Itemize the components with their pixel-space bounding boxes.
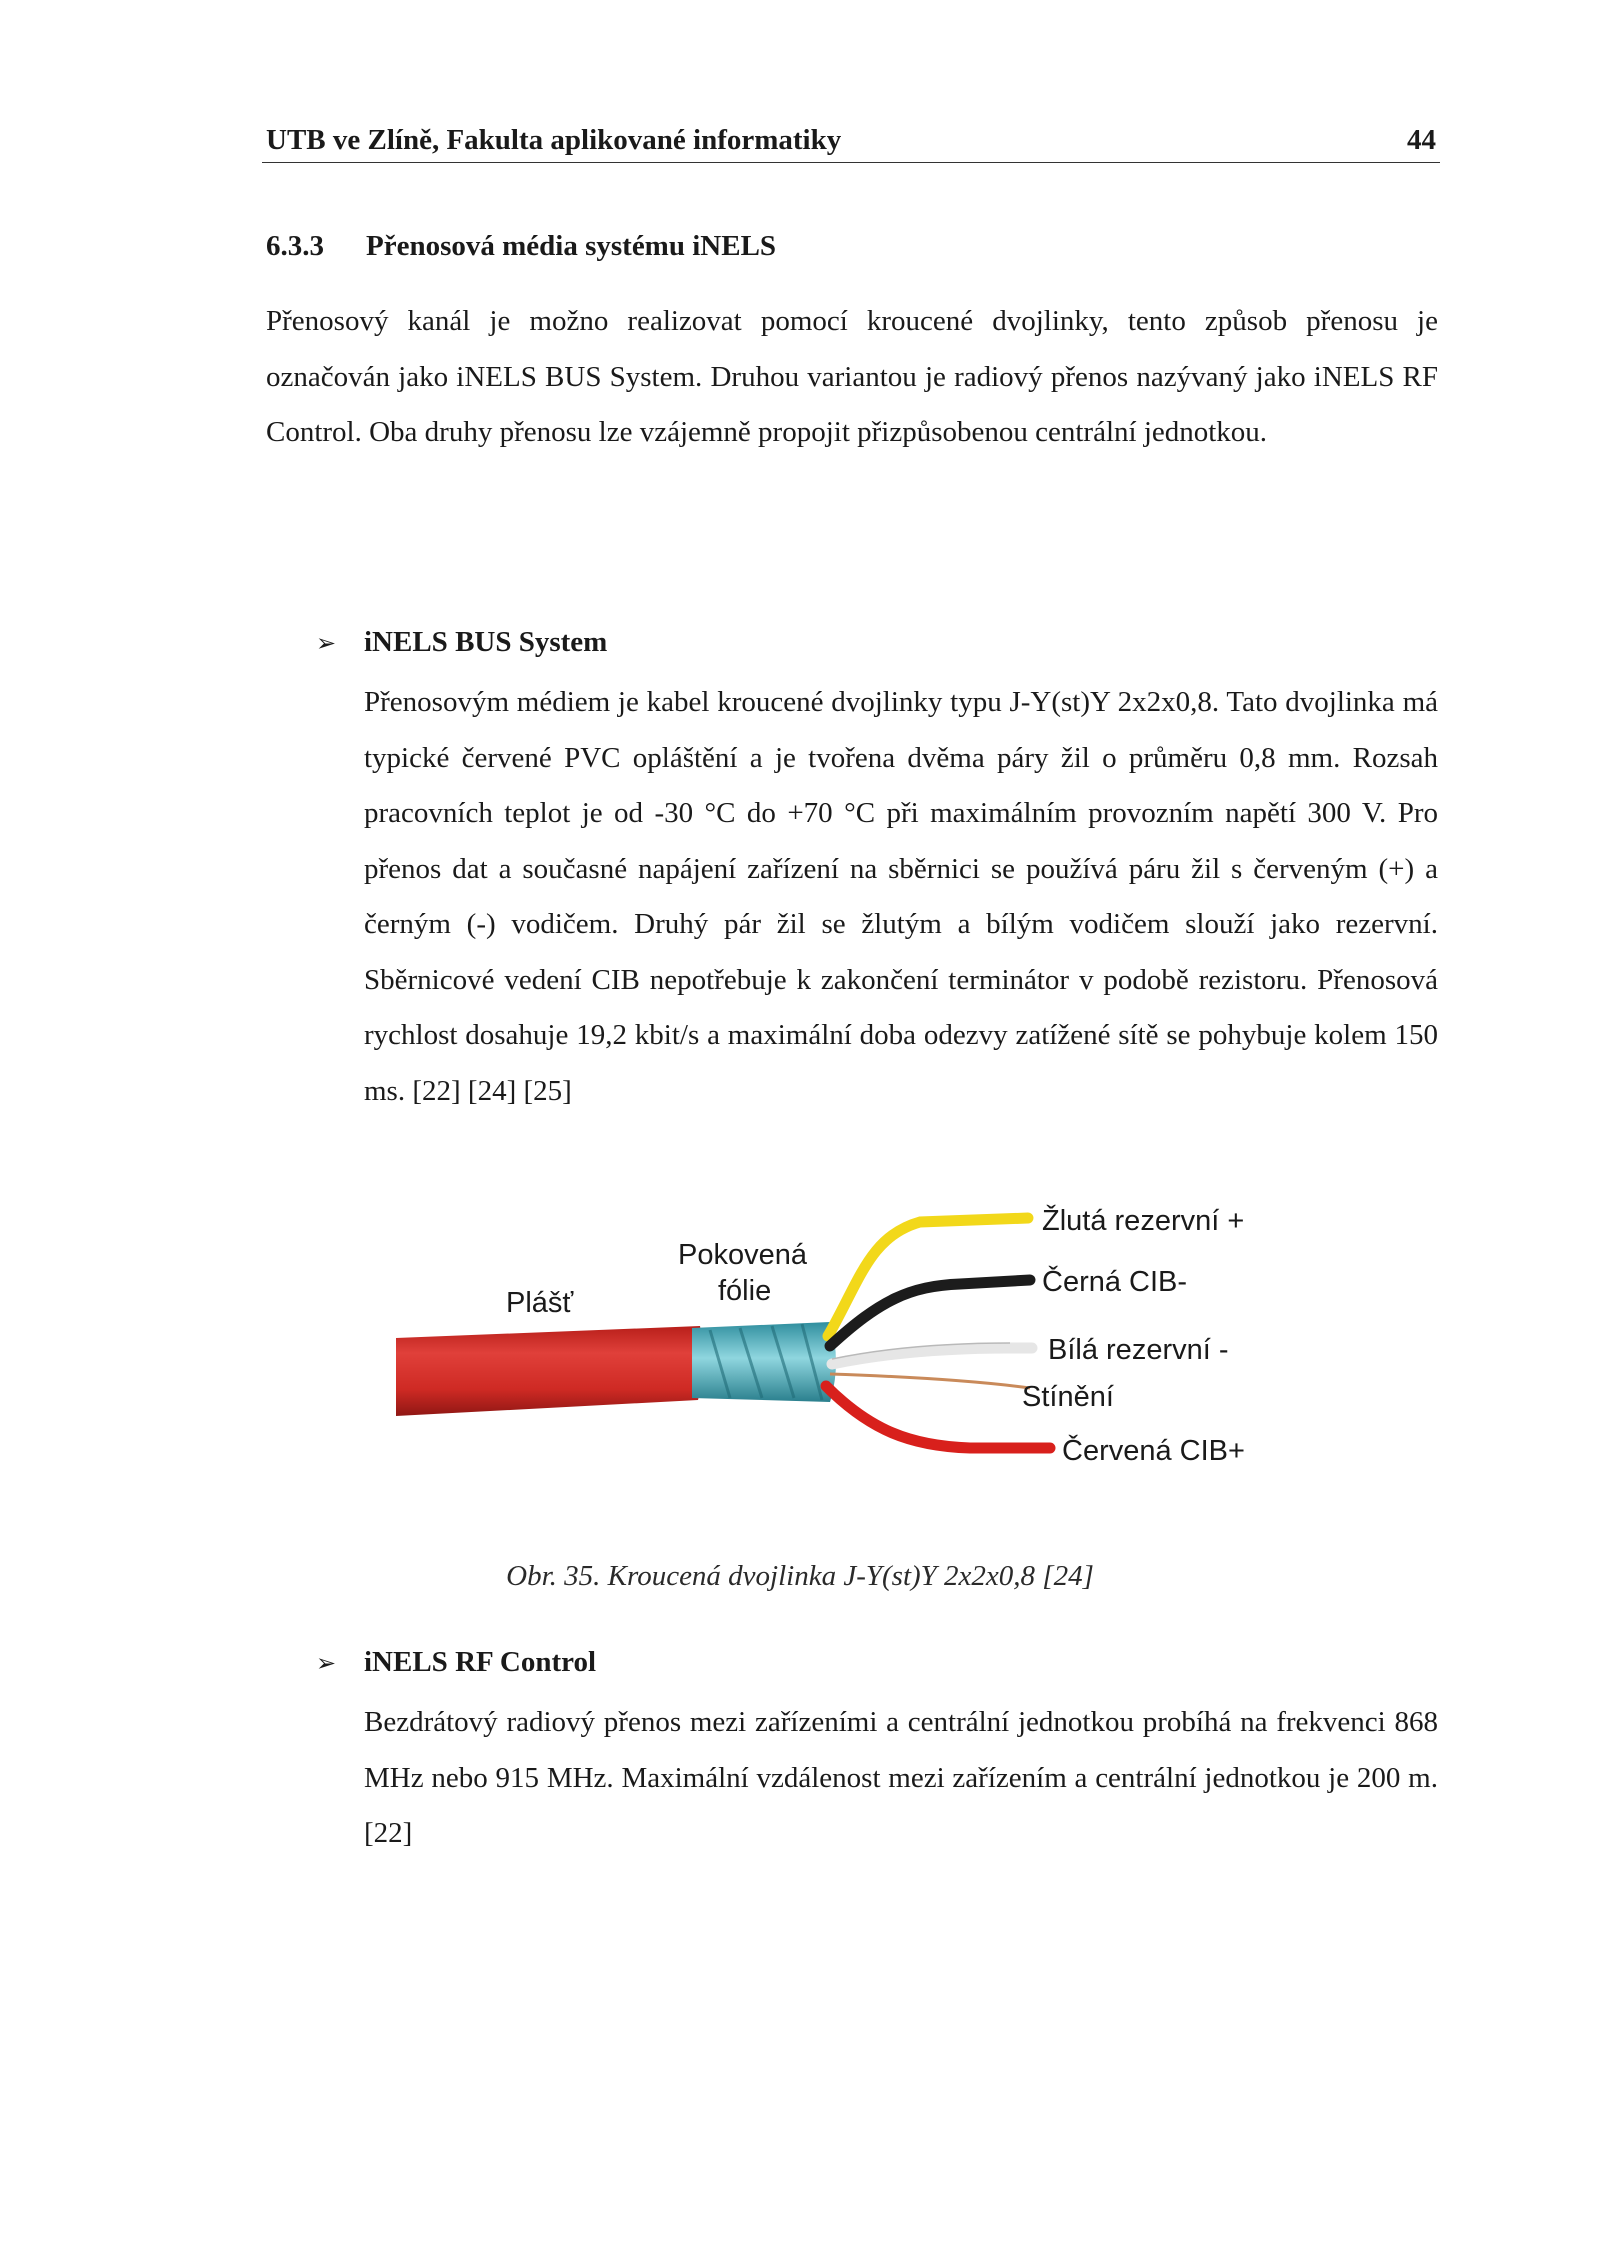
bullet-title: iNELS BUS System [364,626,608,658]
figure-caption: Obr. 35. Kroucená dvojlinka J-Y(st)Y 2x2x0,8 [24] [506,1560,1094,1592]
cable-jacket [396,1326,704,1416]
red-wire [826,1386,1050,1448]
bus-system-paragraph: Přenosovým médiem je kabel kroucené dvojlinky typu J-Y(st)Y 2x2x0,8. Tato dvojlinka má typické červené PVC opláštění a je tvořena dvěma páry žil o průměru 0,8 mm. Rozsah pracovních teplot je od -30 °C do +70 °C při maximálním provozním napětí 300 V. Pro přenos dat a současné napájení zařízení na sběrnici se používá páru žil s červeným (+) a černým (-) vodičem. Druhý pár žil se žlutým a bílým vodičem slouží jako rezervní. Sběrnicové vedení CIB nepotřebuje k zakončení terminátor v podobě rezistoru. Přenosová rychlost dosahuje 19,2 kbit/s a maximální doba odezvy zatížené sítě se pohybuje kolem 150 ms. [22] [24] [25] [364,686,1438,1107]
shield-drain-wire [830,1374,1030,1388]
label-red-wire: Červená CIB+ [1062,1435,1245,1467]
rf-control-paragraph: Bezdrátový radiový přenos mezi zařízeními a centrální jednotkou probíhá na frekvenci 868 MHz nebo 915 MHz. Maximální vzdálenost mezi zařízením a centrální jednotkou je 200 m. [22] [364,1706,1438,1849]
cable-illustration [390,1130,1290,1530]
bullet-rf-control [316,1646,596,1679]
foil-shield [692,1322,836,1402]
label-shield: Stínění [1022,1381,1114,1413]
bullet-bus-system [316,626,607,659]
header-title: UTB ve Zlíně, Fakulta aplikované informatiky [266,124,842,156]
white-wire [832,1348,1032,1364]
section-number: 6.3.3 [266,230,324,262]
page-number: 44 [1407,124,1436,156]
label-jacket: Plášť [506,1287,574,1319]
arrow-bullet-icon: ➢ [316,629,337,657]
section-heading [266,230,776,263]
label-foil-line2: fólie [718,1275,772,1307]
intro-paragraph: Přenosový kanál je možno realizovat pomocí kroucené dvojlinky, tento způsob přenosu je označován jako iNELS BUS System. Druhou variantou je radiový přenos nazývaný jako iNELS RF Control. Oba druhy přenosu lze vzájemně propojit přizpůsobenou centrální jednotkou. [266,305,1438,448]
bullet-title: iNELS RF Control [364,1646,597,1678]
label-black-wire: Černá CIB- [1042,1266,1188,1298]
label-white-wire: Bílá rezervní - [1048,1334,1229,1366]
black-wire [830,1280,1030,1346]
section-title: Přenosová média systému iNELS [366,230,777,262]
label-yellow-wire: Žlutá rezervní + [1042,1205,1245,1237]
label-foil-line1: Pokovená [678,1239,807,1271]
arrow-bullet-icon: ➢ [316,1649,337,1677]
page-header [262,122,1440,163]
cable-figure [390,1130,1290,1530]
